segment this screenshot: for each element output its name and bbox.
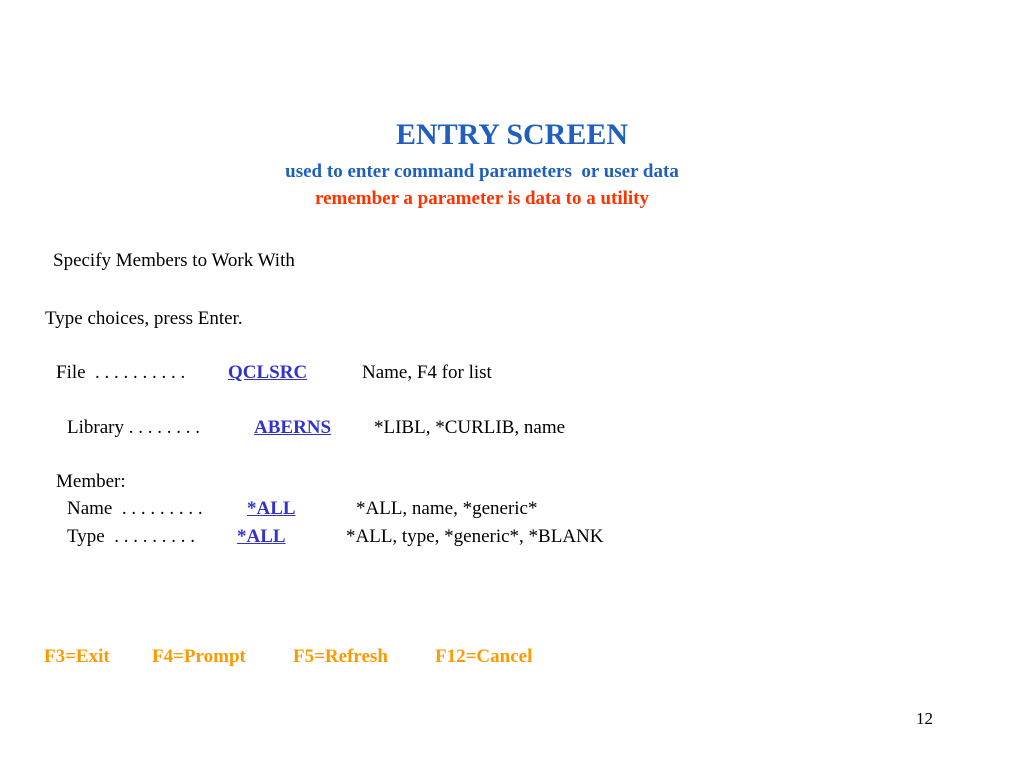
instructions-text: Type choices, press Enter. [45, 308, 243, 329]
f5-refresh-key[interactable]: F5=Refresh [293, 646, 388, 667]
member-name-input[interactable]: *ALL [247, 498, 296, 519]
library-label: Library . . . . . . . . [67, 417, 200, 438]
file-hint: Name, F4 for list [362, 362, 492, 383]
f4-prompt-key[interactable]: F4=Prompt [152, 646, 246, 667]
library-hint: *LIBL, *CURLIB, name [374, 417, 566, 438]
screen-heading: Specify Members to Work With [53, 250, 295, 271]
member-type-input[interactable]: *ALL [237, 526, 286, 547]
member-name-label: Name . . . . . . . . . [67, 498, 203, 519]
page-number: 12 [916, 709, 933, 728]
member-type-hint: *ALL, type, *generic*, *BLANK [346, 526, 604, 547]
subtitle: used to enter command parameters or user data [285, 161, 679, 182]
member-type-label: Type . . . . . . . . . [67, 526, 195, 547]
member-name-hint: *ALL, name, *generic* [356, 498, 538, 519]
page-title: ENTRY SCREEN [395, 118, 629, 151]
member-heading: Member: [56, 471, 126, 492]
file-input[interactable]: QCLSRC [228, 362, 308, 383]
f3-exit-key[interactable]: F3=Exit [44, 646, 110, 667]
subtitle-note: remember a parameter is data to a utility [314, 188, 649, 209]
f12-cancel-key[interactable]: F12=Cancel [435, 646, 533, 667]
file-label: File . . . . . . . . . . [56, 362, 186, 383]
library-input[interactable]: ABERNS [254, 417, 332, 438]
